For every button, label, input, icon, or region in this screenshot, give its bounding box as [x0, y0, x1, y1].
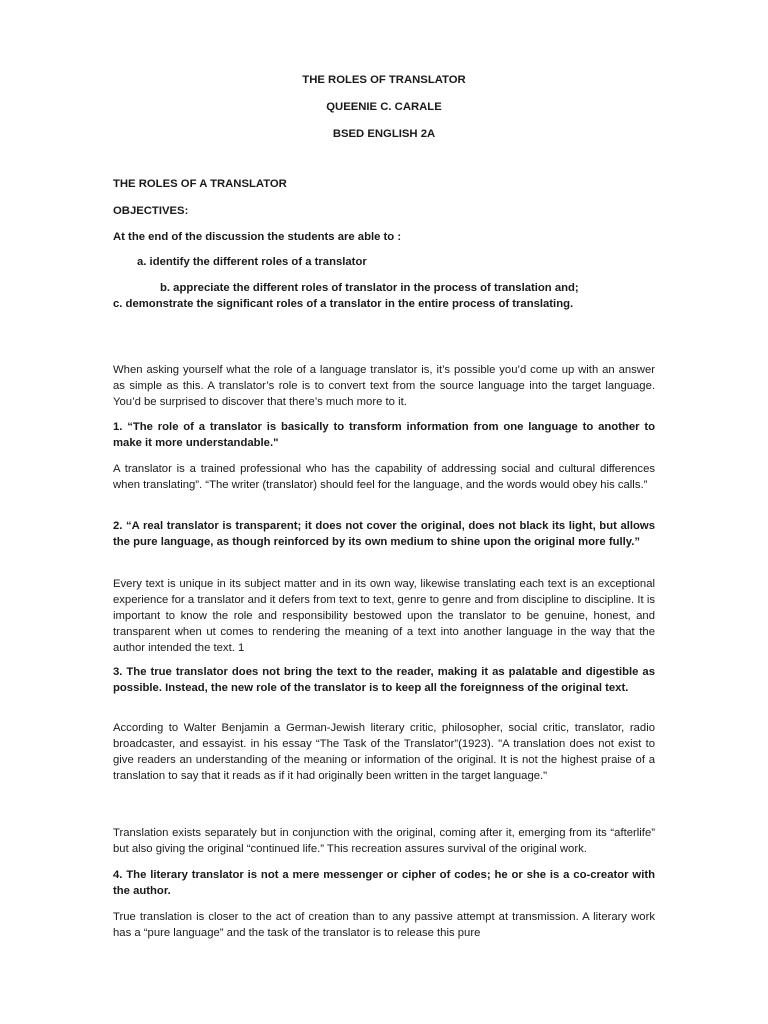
point-2-body: Every text is unique in its subject matter and in its own way, likewise translating each text is an exceptional experience for a translator and it defers from text to text, genre to genre and from discipline to discipline. It is important to know the role and responsibility bestowed upon the translator to be genuine, honest, and transparent when ut comes to rendering the meaning of a text into another language in the way that the author intended the text. 1	[113, 578, 655, 654]
objective-a: a. identify the different roles of a translator	[137, 256, 367, 268]
point-3-body: According to Walter Benjamin a German-Jewish literary critic, philosopher, social critic, translator, radio broadcaster, and essayist. in his essay “The Task of the Translator”(1923). "A translation does not exist to give readers an understanding of the meaning or information of the original. It is not the highest praise of a translation to say that it reads as if it had originally been written in the target language."	[113, 722, 655, 782]
objective-b: b. appreciate the different roles of translator in the process of translation and;	[160, 282, 579, 294]
point-3-body-continued: Translation exists separately but in conjunction with the original, coming after it, emerging from its “afterlife” but also giving the original “continued life.” This recreation assures survival of the original work.	[113, 827, 655, 855]
objective-c: c. demonstrate the significant roles of a translator in the entire process of translating.	[113, 298, 574, 310]
course-name: BSED ENGLISH 2A	[332, 128, 436, 140]
intro-paragraph: When asking yourself what the role of a language translator is, it’s possible you’d come up with an answer as simple as this. A translator’s role is to convert text from the source language into the target language. You’d be surprised to discover that there’s much more to it.	[113, 364, 655, 408]
point-1-body: A translator is a trained professional who has the capability of addressing social and cultural differences when translating”. “The writer (translator) should feel for the language, and the words would obey his calls.”	[113, 463, 655, 491]
point-2-heading: 2. “A real translator is transparent; it does not cover the original, does not black its light, but allows the pure language, as though reinforced by its own medium to shine upon the original more fully.”	[113, 520, 655, 548]
point-4-body: True translation is closer to the act of creation than to any passive attempt at transmission. A literary work has a “pure language” and the task of the translator is to release this pure	[113, 911, 655, 939]
point-3-heading: 3. The true translator does not bring the text to the reader, making it as palatable and digestible as possible. Instead, the new role of the translator is to keep all the foreignness of the original text.	[113, 666, 655, 694]
document-title: THE ROLES OF TRANSLATOR	[302, 74, 466, 86]
author-name: QUEENIE C. CARALE	[326, 101, 442, 113]
objectives-label: OBJECTIVES:	[113, 205, 189, 217]
point-1-heading: 1. “The role of a translator is basically to transform information from one language to another to make it more understandable."	[113, 421, 655, 449]
section-heading: THE ROLES OF A TRANSLATOR	[113, 178, 287, 190]
objectives-intro: At the end of the discussion the students are able to :	[113, 231, 402, 243]
point-4-heading: 4. The literary translator is not a mere messenger or cipher of codes; he or she is a co-creator with the author.	[113, 869, 655, 897]
